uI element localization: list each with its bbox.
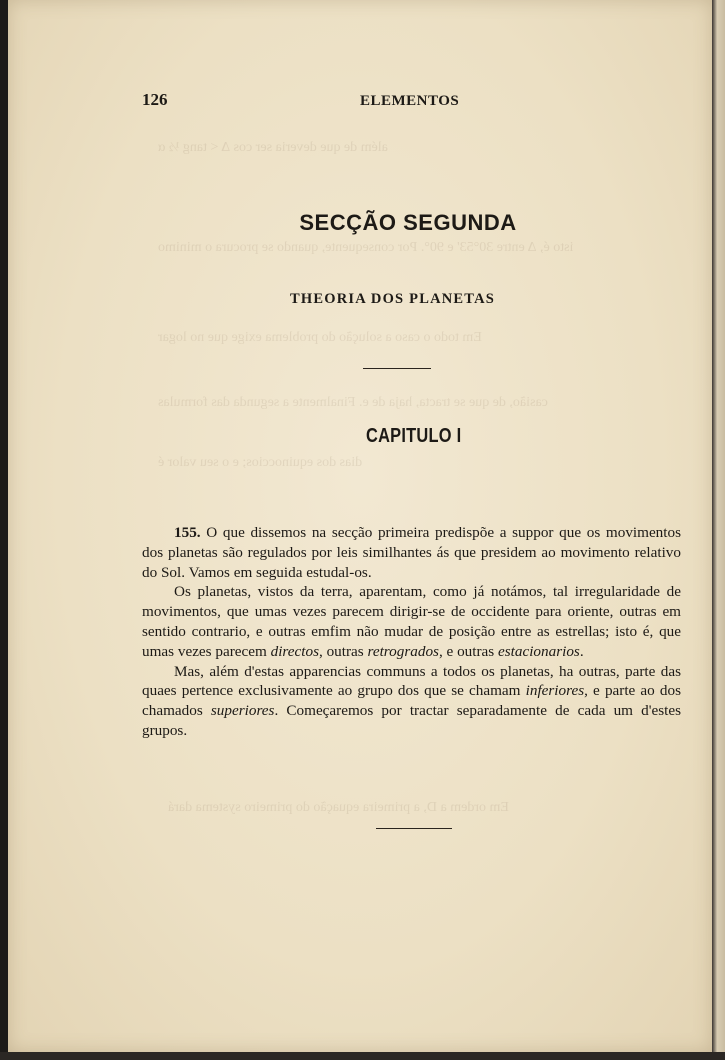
page-bottom-edge [0, 1052, 725, 1060]
paragraph-planets-appearance [142, 582, 681, 661]
text-segment: Os planetas, vistos da terra, aparentam, como já notámos, tal irregularidade de movimentos, que umas vezes parecem dirigir-se de occidente para oriente, outras em sentido contrario, e outras emfim não mudar de posição entre as estrellas; isto é, que umas vezes parecem [142, 583, 681, 660]
italic-term-inferiores: inferiores [525, 682, 585, 700]
show-through-text: isto é, Δ entre 30°53' e 90°. Por consequente, quando se procura o minimo [158, 240, 574, 255]
italic-term-retrogrados: retrogrados [367, 642, 439, 660]
page-number: 126 [142, 90, 168, 109]
divider-rule [363, 368, 431, 369]
text-segment: , e parte ao dos chamados [142, 682, 682, 720]
body-text [142, 523, 681, 741]
running-head: ELEMENTOS [360, 93, 460, 109]
paragraph-text: O que dissemos na secção primeira predispõe a suppor que os movimentos dos planetas são regulados por leis similhantes ás que presidem ao movimento relativo do Sol. Vamos em seguida estudal-os. [142, 524, 681, 581]
italic-term-estacionarios: estacionarios [498, 642, 580, 660]
book-page [8, 0, 712, 1052]
show-through-text: casião, de que se tracta, haja de e. Finalmente a segunda das formulas [158, 395, 548, 410]
italic-term-superiores: superiores [210, 702, 275, 720]
paragraph-planet-groups [142, 662, 681, 741]
text-segment: , e outras [438, 642, 498, 660]
end-divider-rule [376, 828, 452, 829]
show-through-text: Em ordem a D, a primeira equação do primeiro systema dará [168, 800, 509, 815]
page-edge [712, 0, 725, 1060]
show-through-text: dias dos equinoccios; e o seu valor é [158, 455, 363, 470]
paragraph-number: 155. [174, 524, 201, 541]
text-segment: , outras [318, 642, 368, 660]
section-title: SECÇÃO SEGUNDA [299, 210, 517, 235]
text-segment: . Começaremos por tractar separadamente de cada um d'estes grupos. [142, 702, 681, 739]
paragraph-155 [142, 523, 681, 582]
subsection-title: THEORIA DOS PLANETAS [290, 291, 496, 307]
text-segment: . [579, 642, 584, 660]
chapter-title: CAPITULO I [366, 425, 462, 447]
show-through-text: Em todo o caso a solução do problema exige que no logar [158, 330, 482, 345]
show-through-text: além de que deveria ser cos Δ < tang ½ α [158, 140, 388, 155]
text-segment: Mas, além d'estas apparencias communs a todos os planetas, ha outras, parte das quaes pertence exclusivamente ao grupo dos que se chamam [142, 662, 681, 700]
italic-term-directos: directos [270, 642, 319, 660]
